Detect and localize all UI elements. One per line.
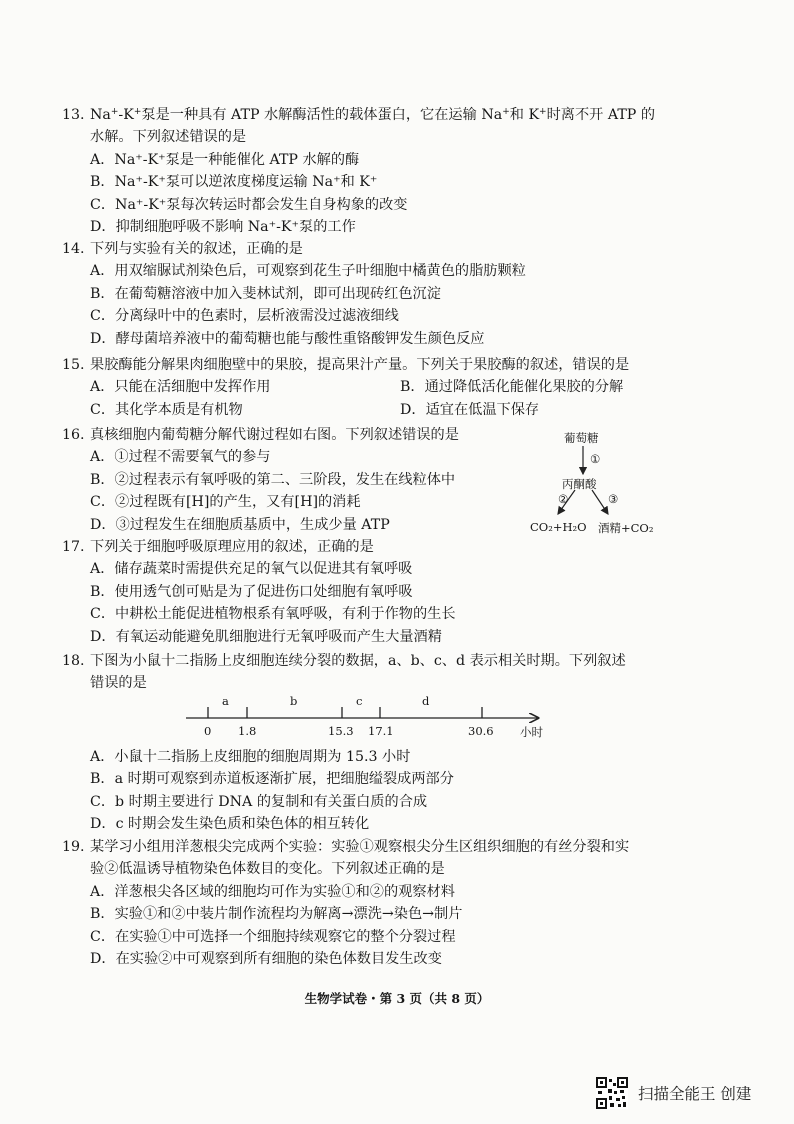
question-14-stem: 14. 下列与实验有关的叙述，正确的是	[62, 241, 303, 257]
diagram-step-1: ①	[590, 452, 601, 466]
question-19-stem: 19. 某学习小组用洋葱根尖完成两个实验：实验①观察根尖分生区组织细胞的有丝分裂和实	[62, 839, 630, 855]
question-13-option-a: A．Na⁺-K⁺泵是一种能催化 ATP 水解的酶	[90, 151, 360, 168]
diagram-glucose: 葡萄糖	[564, 431, 599, 445]
timeline-label-c: c	[356, 694, 363, 708]
diagram-step-2: ②	[558, 492, 569, 506]
question-15-options	[62, 376, 742, 421]
question-14	[62, 238, 742, 350]
question-19	[62, 836, 742, 970]
question-13-option-c: C．Na⁺-K⁺泵每次转运时都会发生自身构象的改变	[90, 196, 408, 213]
question-13-option-b: B．Na⁺-K⁺泵可以逆浓度梯度运输 Na⁺和 K⁺	[90, 174, 378, 191]
question-19-stem-line2: 验②低温诱导植物染色体数目的变化。下列叙述正确的是	[90, 861, 445, 878]
timeline-unit: 小时	[520, 725, 543, 739]
question-17-option-a: A．储存蔬菜时需提供充足的氧气以促进其有氧呼吸	[90, 561, 413, 578]
question-14-option-b: B．在葡萄糖溶液中加入斐林试剂，即可出现砖红色沉淀	[90, 285, 441, 302]
question-15	[62, 354, 742, 421]
question-18-options	[62, 746, 742, 836]
question-18-option-c: C．b 时期主要进行 DNA 的复制和有关蛋白质的合成	[90, 793, 428, 810]
timeline-value-0: 0	[204, 724, 212, 738]
question-18-option-b: B．a 时期可观察到赤道板逐渐扩展，把细胞缢裂成两部分	[90, 771, 454, 788]
question-18-stem-line2: 错误的是	[90, 675, 147, 692]
diagram-product-anaerobic: 酒精+CO₂	[598, 521, 654, 535]
question-18-option-a: A．小鼠十二指肠上皮细胞的细胞周期为 15.3 小时	[90, 749, 411, 765]
question-16-option-b: B．②过程表示有氧呼吸的第二、三阶段，发生在线粒体中	[90, 471, 456, 488]
question-16-option-d: D．③过程发生在细胞质基质中，生成少量 ATP	[90, 516, 390, 533]
question-16-stem: 16. 真核细胞内葡萄糖分解代谢过程如右图。下列叙述错误的是	[62, 427, 459, 443]
diagram-product-aerobic: CO₂+H₂O	[530, 520, 587, 534]
question-17-option-d: D．有氧运动能避免肌细胞进行无氧呼吸而产生大量酒精	[90, 628, 442, 645]
scanner-watermark: 扫描全能王 创建	[638, 1085, 752, 1103]
question-15-option-d: D．适宜在低温下保存	[400, 401, 540, 418]
timeline-value-1.8: 1.8	[238, 724, 257, 738]
question-16-option-c: C．②过程既有[H]的产生，又有[H]的消耗	[90, 494, 361, 511]
diagram-step-3: ③	[608, 492, 619, 506]
arrow-step-3	[592, 490, 608, 514]
question-17	[62, 536, 742, 648]
question-18	[62, 650, 742, 695]
timeline-value-30.6: 30.6	[468, 724, 494, 738]
timeline-label-a: a	[222, 694, 229, 708]
question-19-option-b: B．实验①和②中装片制作流程均为解离→漂洗→染色→制片	[90, 906, 463, 923]
timeline-value-17.1: 17.1	[368, 724, 394, 738]
qr-code-icon[interactable]	[596, 1077, 628, 1109]
question-15-option-c: C．其化学本质是有机物	[90, 401, 243, 418]
question-17-option-c: C．中耕松土能促进植物根系有氧呼吸，有利于作物的生长	[90, 606, 456, 623]
glucose-metabolism-diagram	[520, 428, 660, 540]
question-19-option-c: C．在实验①中可选择一个细胞持续观察它的整个分裂过程	[90, 928, 456, 945]
question-14-option-c: C．分离绿叶中的色素时，层析液需没过滤液细线	[90, 308, 399, 325]
diagram-pyruvate: 丙酮酸	[562, 477, 597, 491]
question-13-option-d: D．抑制细胞呼吸不影响 Na⁺-K⁺泵的工作	[90, 219, 356, 236]
question-13-stem-line2: 水解。下列叙述错误的是	[90, 129, 247, 146]
question-17-option-b: B．使用透气创可贴是为了促进伤口处细胞有氧呼吸	[90, 583, 413, 600]
question-15-option-a: A．只能在活细胞中发挥作用	[90, 379, 271, 396]
timeline-label-b: b	[290, 694, 298, 708]
question-19-option-d: D．在实验②中可观察到所有细胞的染色体数目发生改变	[90, 951, 442, 968]
question-14-option-d: D．酵母菌培养液中的葡萄糖也能与酸性重铬酸钾发生颜色反应	[90, 330, 485, 347]
question-15-option-b: B．通过降低活化能催化果胶的分解	[400, 379, 624, 396]
timeline-label-d: d	[422, 694, 430, 708]
question-13-stem: 13. Na+-K+泵是一种具有 ATP 水解酶活性的载体蛋白，它在运输 Na+和 K+时离不开 ATP 的	[62, 107, 656, 123]
question-14-option-a: A．用双缩脲试剂染色后，可观察到花生子叶细胞中橘黄色的脂肪颗粒	[90, 263, 526, 280]
question-15-stem: 15. 果胶酶能分解果肉细胞壁中的果胶，提高果汁产量。下列关于果胶酶的叙述，错误的是	[62, 357, 630, 373]
question-18-option-d: D．c 时期会发生染色质和染色体的相互转化	[90, 816, 370, 833]
timeline-value-15.3: 15.3	[328, 724, 354, 738]
cell-cycle-timeline	[180, 690, 560, 746]
question-13	[62, 104, 742, 238]
question-18-stem: 18. 下图为小鼠十二指肠上皮细胞连续分裂的数据，a、b、c、d 表示相关时期。下列叙述	[62, 653, 626, 669]
question-19-option-a: A．洋葱根尖各区域的细胞均可作为实验①和②的观察材料	[90, 883, 455, 900]
question-16-option-a: A．①过程不需要氧气的参与	[90, 449, 271, 466]
page-footer: 生物学试卷・第 3 页（共 8 页）	[304, 991, 490, 1006]
question-17-stem: 17. 下列关于细胞呼吸原理应用的叙述，正确的是	[62, 539, 374, 555]
